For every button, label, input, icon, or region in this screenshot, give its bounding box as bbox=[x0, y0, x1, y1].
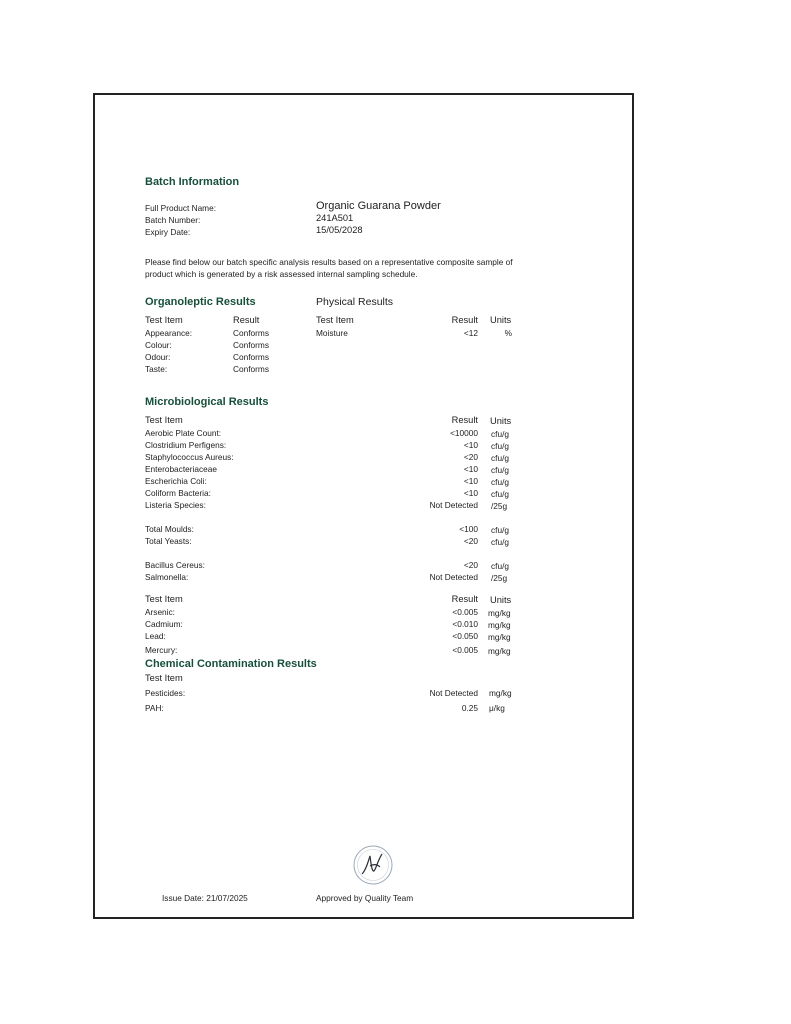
signature-seal-icon bbox=[350, 842, 396, 888]
chemical-heading: Chemical Contamination Results bbox=[145, 658, 317, 670]
organoleptic-item: Odour: bbox=[145, 352, 171, 362]
batch-label: Batch Number: bbox=[145, 215, 201, 225]
metals-result: <0.010 bbox=[452, 619, 478, 629]
organoleptic-result: Conforms bbox=[233, 364, 269, 374]
micro-result: <20 bbox=[463, 536, 478, 546]
micro-item: Salmonella: bbox=[145, 572, 189, 582]
micro-item: Total Moulds: bbox=[145, 524, 194, 534]
micro-result: <10 bbox=[463, 488, 478, 498]
metals-unit: mg/kg bbox=[488, 620, 511, 630]
organoleptic-heading: Organoleptic Results bbox=[145, 296, 256, 308]
metals-unit: mg/kg bbox=[488, 632, 511, 642]
organoleptic-col-result: Result bbox=[233, 315, 260, 325]
micro-item: Staphylococcus Aureus: bbox=[145, 452, 234, 462]
micro-unit: cfu/g bbox=[491, 537, 509, 547]
physical-col-result: Result bbox=[451, 315, 478, 325]
chemical-unit: mg/kg bbox=[489, 688, 512, 698]
physical-col-item: Test Item bbox=[316, 315, 354, 325]
issue-date: Issue Date: 21/07/2025 bbox=[162, 893, 248, 903]
metals-col-units: Units bbox=[490, 595, 512, 605]
product-value: Organic Guarana Powder bbox=[316, 200, 441, 212]
micro-item: Total Yeasts: bbox=[145, 536, 192, 546]
metals-unit: mg/kg bbox=[488, 646, 511, 656]
micro-result: <10 bbox=[463, 440, 478, 450]
chemical-item: Pesticides: bbox=[145, 688, 186, 698]
micro-result: <10 bbox=[463, 476, 478, 486]
intro-paragraph: Please find below our batch specific analysis results based on a representative composite sample of product which is generated by a risk assessed internal sampling schedule. bbox=[145, 257, 513, 279]
organoleptic-item: Colour: bbox=[145, 340, 172, 350]
micro-result: <10 bbox=[463, 464, 478, 474]
chemical-result: 0.25 bbox=[461, 703, 478, 713]
micro-result: <10000 bbox=[450, 428, 478, 438]
metals-item: Cadmium: bbox=[145, 619, 183, 629]
micro-unit: /25g bbox=[491, 573, 508, 583]
batch-heading: Batch Information bbox=[145, 176, 240, 188]
micro-col-result: Result bbox=[451, 415, 478, 425]
product-label: Full Product Name: bbox=[145, 203, 217, 213]
metals-item: Lead: bbox=[145, 631, 166, 641]
chemical-item: PAH: bbox=[145, 703, 164, 713]
metals-unit: mg/kg bbox=[488, 608, 511, 618]
physical-item: Moisture bbox=[316, 328, 348, 338]
micro-item: Aerobic Plate Count: bbox=[145, 428, 222, 438]
micro-unit: cfu/g bbox=[491, 465, 509, 475]
micro-item: Listeria Species: bbox=[145, 500, 206, 510]
micro-unit: cfu/g bbox=[491, 489, 509, 499]
micro-heading: Microbiological Results bbox=[145, 396, 269, 408]
micro-unit: cfu/g bbox=[491, 453, 509, 463]
physical-col-units: Units bbox=[490, 315, 512, 325]
physical-heading: Physical Results bbox=[316, 296, 394, 308]
micro-unit: cfu/g bbox=[491, 525, 509, 535]
expiry-value: 15/05/2028 bbox=[316, 225, 363, 235]
organoleptic-result: Conforms bbox=[233, 352, 269, 362]
chemical-result: Not Detected bbox=[429, 688, 478, 698]
organoleptic-result: Conforms bbox=[233, 328, 269, 338]
metals-result: <0.005 bbox=[452, 645, 478, 655]
micro-col-units: Units bbox=[490, 416, 512, 426]
metals-item: Mercury: bbox=[145, 645, 178, 655]
chemical-unit: μ/kg bbox=[489, 703, 505, 713]
micro-unit: /25g bbox=[491, 501, 508, 511]
micro-item: Escherichia Coli: bbox=[145, 476, 207, 486]
micro-unit: cfu/g bbox=[491, 429, 509, 439]
micro-result: <100 bbox=[459, 524, 478, 534]
approved-by: Approved by Quality Team bbox=[316, 893, 414, 903]
micro-result: <20 bbox=[463, 560, 478, 570]
micro-result: <20 bbox=[463, 452, 478, 462]
organoleptic-col-item: Test Item bbox=[145, 315, 183, 325]
metals-result: <0.005 bbox=[452, 607, 478, 617]
micro-unit: cfu/g bbox=[491, 477, 509, 487]
micro-item: Coliform Bacteria: bbox=[145, 488, 211, 498]
chemical-col-item: Test Item bbox=[145, 673, 183, 683]
organoleptic-result: Conforms bbox=[233, 340, 269, 350]
batch-value: 241A501 bbox=[316, 213, 354, 223]
micro-result: Not Detected bbox=[429, 500, 478, 510]
micro-item: Clostridium Perfigens: bbox=[145, 440, 227, 450]
expiry-label: Expiry Date: bbox=[145, 227, 191, 237]
micro-col-item: Test Item bbox=[145, 415, 183, 425]
metals-result: <0.050 bbox=[452, 631, 478, 641]
physical-result: <12 bbox=[463, 328, 478, 338]
organoleptic-item: Taste: bbox=[145, 364, 168, 374]
micro-result: Not Detected bbox=[429, 572, 478, 582]
metals-col-item: Test Item bbox=[145, 594, 183, 604]
micro-item: Bacillus Cereus: bbox=[145, 560, 205, 570]
micro-unit: cfu/g bbox=[491, 561, 509, 571]
micro-unit: cfu/g bbox=[491, 441, 509, 451]
physical-unit: % bbox=[504, 328, 512, 338]
metals-item: Arsenic: bbox=[145, 607, 175, 617]
metals-col-result: Result bbox=[451, 594, 478, 604]
organoleptic-item: Appearance: bbox=[145, 328, 193, 338]
micro-item: Enterobacteriaceae bbox=[145, 464, 217, 474]
